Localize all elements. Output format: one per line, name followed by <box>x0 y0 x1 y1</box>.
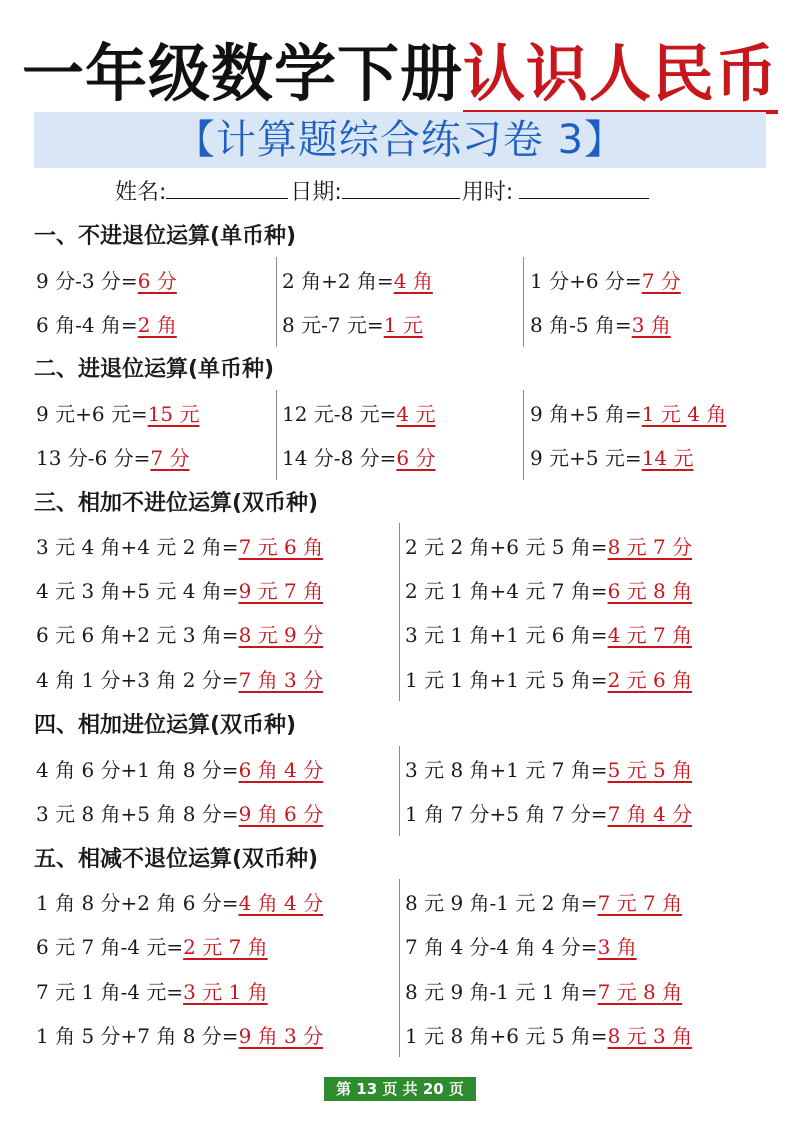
problem-question: 4 元 3 角+5 元 4 角= <box>36 579 239 603</box>
column-divider <box>276 257 277 347</box>
problem-answer: 4 元 7 角 <box>607 623 693 647</box>
problem-item <box>36 576 323 606</box>
problem-answer: 14 元 <box>641 446 694 470</box>
banner-text: 【计算题综合练习卷 3】 <box>174 117 626 163</box>
problem-question: 3 元 8 角+1 元 7 角= <box>405 758 608 782</box>
problem-item <box>282 399 436 429</box>
title-grade-part: 一年级数学下册 <box>21 37 463 110</box>
problem-answer: 8 元 3 角 <box>607 1024 693 1048</box>
problem-question: 1 元 1 角+1 元 5 角= <box>405 668 608 692</box>
section-title-5: 五、相减不退位运算(双币种) <box>34 847 319 872</box>
section-title-2: 二、进退位运算(单币种) <box>34 357 275 382</box>
column-divider <box>276 390 277 480</box>
problem-question: 1 角 8 分+2 角 6 分= <box>36 891 239 915</box>
problem-question: 2 元 1 角+4 元 7 角= <box>405 579 608 603</box>
problem-answer: 7 角 4 分 <box>607 802 693 826</box>
problem-answer: 9 角 6 分 <box>238 802 324 826</box>
problem-answer: 3 角 <box>597 935 637 959</box>
problem-item <box>405 932 637 962</box>
worksheet-banner <box>34 112 766 168</box>
problem-item <box>36 977 268 1007</box>
problem-question: 8 元 9 角-1 元 1 角= <box>405 980 598 1004</box>
section-title-4: 四、相加进位运算(双币种) <box>34 713 297 738</box>
problem-question: 3 元 1 角+1 元 6 角= <box>405 623 608 647</box>
problem-answer: 6 分 <box>396 446 436 470</box>
problem-item <box>405 532 692 562</box>
problem-item <box>282 310 423 340</box>
problem-answer: 3 元 1 角 <box>183 980 268 1004</box>
problem-answer: 6 角 4 分 <box>238 758 324 782</box>
problem-item <box>405 977 682 1007</box>
problem-answer: 1 元 <box>383 313 423 337</box>
problem-question: 14 分-8 分= <box>282 446 397 470</box>
column-divider <box>399 746 400 836</box>
time-label: 用时: <box>461 180 514 205</box>
problem-question: 3 元 8 角+5 角 8 分= <box>36 802 239 826</box>
problem-item <box>405 1021 692 1051</box>
name-label: 姓名: <box>115 180 167 205</box>
problem-item <box>36 443 190 473</box>
problem-item <box>36 532 323 562</box>
problem-answer: 7 分 <box>641 269 681 293</box>
problem-item <box>530 310 671 340</box>
problem-item <box>405 576 692 606</box>
problem-item <box>36 620 323 650</box>
problem-answer: 8 元 9 分 <box>238 623 324 647</box>
problem-item <box>36 888 323 918</box>
date-label: 日期: <box>290 180 342 205</box>
problem-question: 13 分-6 分= <box>36 446 151 470</box>
column-divider <box>399 523 400 701</box>
problem-item <box>36 310 177 340</box>
column-divider <box>523 257 524 347</box>
problem-answer: 2 元 7 角 <box>183 935 268 959</box>
page-number-badge: 第 13 页 共 20 页 <box>324 1077 476 1101</box>
problem-question: 4 角 1 分+3 角 2 分= <box>36 668 239 692</box>
problem-answer: 2 角 <box>137 313 177 337</box>
problem-answer: 4 角 4 分 <box>238 891 324 915</box>
problem-answer: 5 元 5 角 <box>607 758 693 782</box>
problem-question: 8 元-7 元= <box>282 313 384 337</box>
problem-question: 1 角 5 分+7 角 8 分= <box>36 1024 239 1048</box>
problem-item <box>405 620 692 650</box>
problem-answer: 7 分 <box>150 446 190 470</box>
problem-item <box>36 755 323 785</box>
problem-question: 1 角 7 分+5 角 7 分= <box>405 802 608 826</box>
problem-item <box>36 399 200 429</box>
problem-answer: 9 元 7 角 <box>238 579 324 603</box>
problem-item <box>36 665 323 695</box>
problem-item <box>36 932 268 962</box>
date-blank[interactable] <box>342 176 460 199</box>
problem-question: 6 元 7 角-4 元= <box>36 935 184 959</box>
problem-item <box>530 266 681 296</box>
problem-question: 8 角-5 角= <box>530 313 632 337</box>
problem-question: 1 分+6 分= <box>530 269 642 293</box>
time-blank[interactable] <box>519 176 649 199</box>
problem-question: 2 元 2 角+6 元 5 角= <box>405 535 608 559</box>
problem-answer: 4 元 <box>396 402 436 426</box>
problem-item <box>405 799 692 829</box>
problem-answer: 6 元 8 角 <box>607 579 693 603</box>
problem-question: 6 元 6 角+2 元 3 角= <box>36 623 239 647</box>
column-divider <box>523 390 524 480</box>
problem-question: 7 角 4 分-4 角 4 分= <box>405 935 598 959</box>
problem-answer: 15 元 <box>147 402 200 426</box>
name-blank[interactable] <box>166 176 288 199</box>
problem-answer: 4 角 <box>393 269 433 293</box>
problem-item <box>36 266 177 296</box>
problem-question: 1 元 8 角+6 元 5 角= <box>405 1024 608 1048</box>
problem-item <box>405 888 682 918</box>
page-title <box>0 38 800 110</box>
problem-question: 8 元 9 角-1 元 2 角= <box>405 891 598 915</box>
problem-question: 9 分-3 分= <box>36 269 138 293</box>
title-topic-part: 认识人民币 <box>463 37 778 114</box>
problem-question: 4 角 6 分+1 角 8 分= <box>36 758 239 782</box>
problem-item <box>282 443 436 473</box>
problem-item <box>405 665 692 695</box>
problem-answer: 2 元 6 角 <box>607 668 693 692</box>
problem-item <box>405 755 692 785</box>
problem-item <box>530 443 694 473</box>
problem-item <box>282 266 433 296</box>
problem-question: 7 元 1 角-4 元= <box>36 980 184 1004</box>
column-divider <box>399 879 400 1057</box>
problem-answer: 8 元 7 分 <box>607 535 693 559</box>
problem-question: 2 角+2 角= <box>282 269 394 293</box>
problem-answer: 7 元 6 角 <box>238 535 324 559</box>
section-title-1: 一、不进退位运算(单币种) <box>34 224 297 249</box>
problem-item <box>530 399 726 429</box>
problem-answer: 7 元 7 角 <box>597 891 683 915</box>
problem-answer: 1 元 4 角 <box>641 402 727 426</box>
problem-item <box>36 799 323 829</box>
student-info-line <box>115 176 651 210</box>
problem-answer: 6 分 <box>137 269 177 293</box>
problem-question: 6 角-4 角= <box>36 313 138 337</box>
problem-answer: 9 角 3 分 <box>238 1024 324 1048</box>
problem-question: 9 元+6 元= <box>36 402 148 426</box>
problem-question: 9 元+5 元= <box>530 446 642 470</box>
problem-answer: 3 角 <box>631 313 671 337</box>
problem-answer: 7 角 3 分 <box>238 668 324 692</box>
section-title-3: 三、相加不进位运算(双币种) <box>34 491 319 516</box>
problem-question: 9 角+5 角= <box>530 402 642 426</box>
problem-question: 3 元 4 角+4 元 2 角= <box>36 535 239 559</box>
problem-question: 12 元-8 元= <box>282 402 397 426</box>
problem-item <box>36 1021 323 1051</box>
problem-answer: 7 元 8 角 <box>597 980 683 1004</box>
